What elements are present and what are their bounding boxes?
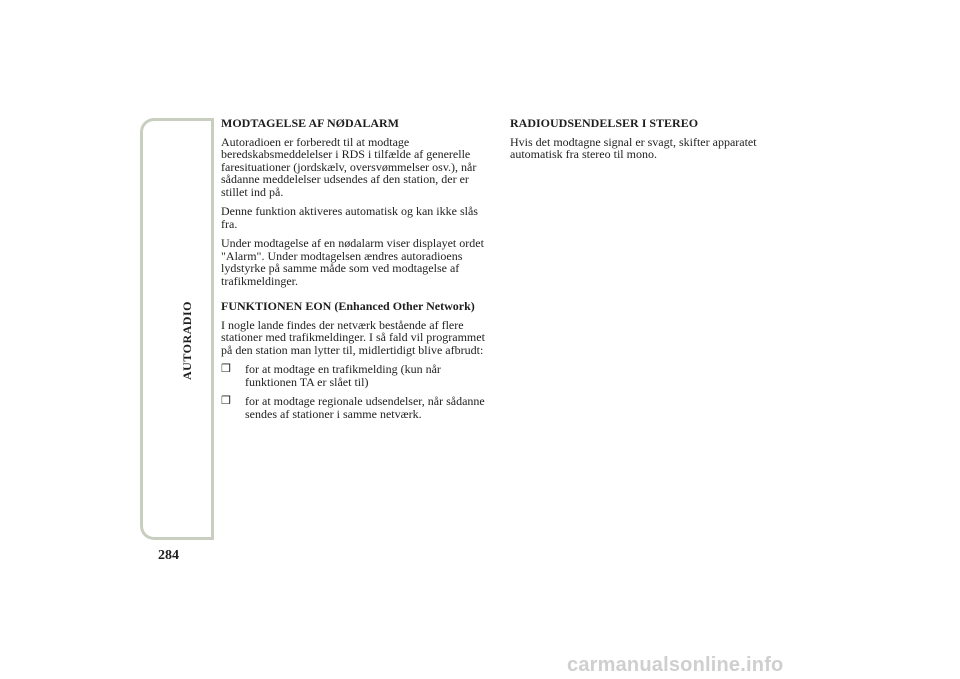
right-column <box>510 117 770 168</box>
watermark: carmanualsonline.info <box>567 654 784 676</box>
paragraph: I nogle lande findes der netværk bestående af flere stationer med trafikmeldinger. I så fald vil programmet på den station man lytter til, midlertidigt blive afbrudt: <box>221 317 485 357</box>
paragraph: Denne funktion aktiveres automatisk og kan ikke slås fra. <box>221 204 478 231</box>
list-item-text: for at modtage regionale udsendelser, når sådanne sendes af stationer i samme netværk. <box>245 394 485 421</box>
checkbox-bullet-icon: ❒ <box>221 363 231 375</box>
paragraph: Under modtagelse af en nødalarm viser displayet ordet "Alarm". Under modtagelsen ændres autoradioens lydstyrke på samme måde som ved modtagelse af trafikmeldinger. <box>221 236 484 288</box>
heading-emergency-alarm: MODTAGELSE AF NØDALARM <box>221 116 400 130</box>
list-item-text: for at modtage en trafikmelding (kun når funktionen TA er slået til) <box>245 362 441 389</box>
heading-stereo-broadcasts: RADIOUDSENDELSER I STEREO <box>510 116 699 130</box>
paragraph: Autoradioen er forberedt til at modtage beredskabsmeddelelser i RDS i tilfælde af generelle faresituationer (jordskælv, oversvømmelser osv.), når sådanne meddelelser udsendes af den station, der er stillet ind på. <box>221 134 477 199</box>
list-item <box>221 363 493 388</box>
list-item <box>221 395 493 420</box>
left-column <box>221 117 493 427</box>
section-tab <box>180 300 202 380</box>
page-number: 284 <box>158 548 179 563</box>
paragraph: Hvis det modtagne signal er svagt, skifter apparatet automatisk fra stereo til mono. <box>510 134 757 161</box>
heading-eon-function: FUNKTIONEN EON (Enhanced Other Network) <box>221 299 475 313</box>
checkbox-bullet-icon: ❒ <box>221 395 231 407</box>
section-label: AUTORADIO <box>180 301 194 380</box>
